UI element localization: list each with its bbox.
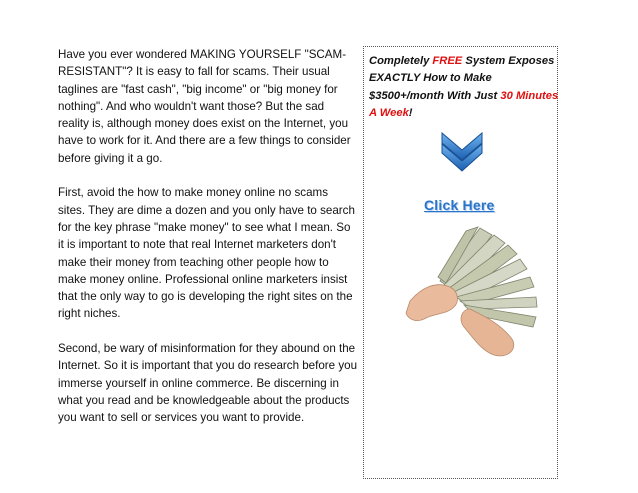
paragraph-first-tip: First, avoid the how to make money online no scams sites. They are dime a dozen and you only have to search for the key phrase "make money" to see what I mean. So it is important to note that real Internet marketers don't make their money from teaching other people how to make money online. Professional online marketers insist that the only way to go is developing the right sites on the right niches. xyxy=(58,186,355,321)
paragraph-second-tip: Second, be wary of misinformation for they abound on the Internet. So it is important that you do research before you immerse yourself in online commerce. Be discerning in what you read and be knowledgeable about the products you want to sell or services you want to provide. xyxy=(58,342,358,425)
left-hand xyxy=(406,285,457,321)
money-fan-image xyxy=(400,223,550,363)
article-body xyxy=(58,46,358,444)
paragraph-intro: Have you ever wondered MAKING YOURSELF "SCAM-RESISTANT"? It is easy to fall for scams. Their usual taglines are "fast cash", "big income" or "big money for nothing". And who wouldn't want those? But the sad reality is, although money does exist on the Internet, you have to work for it. And there are a few things to consider before giving it a go. xyxy=(58,48,351,165)
click-here-link[interactable]: Click Here xyxy=(424,197,495,213)
arrow-down-icon xyxy=(440,131,484,173)
ad-headline xyxy=(369,53,559,122)
banknote-fan xyxy=(438,227,537,327)
ad-headline-part1: Completely xyxy=(369,55,433,67)
ad-headline-minutes: 30 Minutes A Week xyxy=(369,89,559,119)
ad-headline-part2: System Exposes EXACTLY How to Make $3500+/month With Just xyxy=(369,55,555,102)
ad-headline-free: FREE xyxy=(432,55,463,67)
ad-headline-end: ! xyxy=(408,106,413,119)
ad-sidebar xyxy=(363,46,558,479)
